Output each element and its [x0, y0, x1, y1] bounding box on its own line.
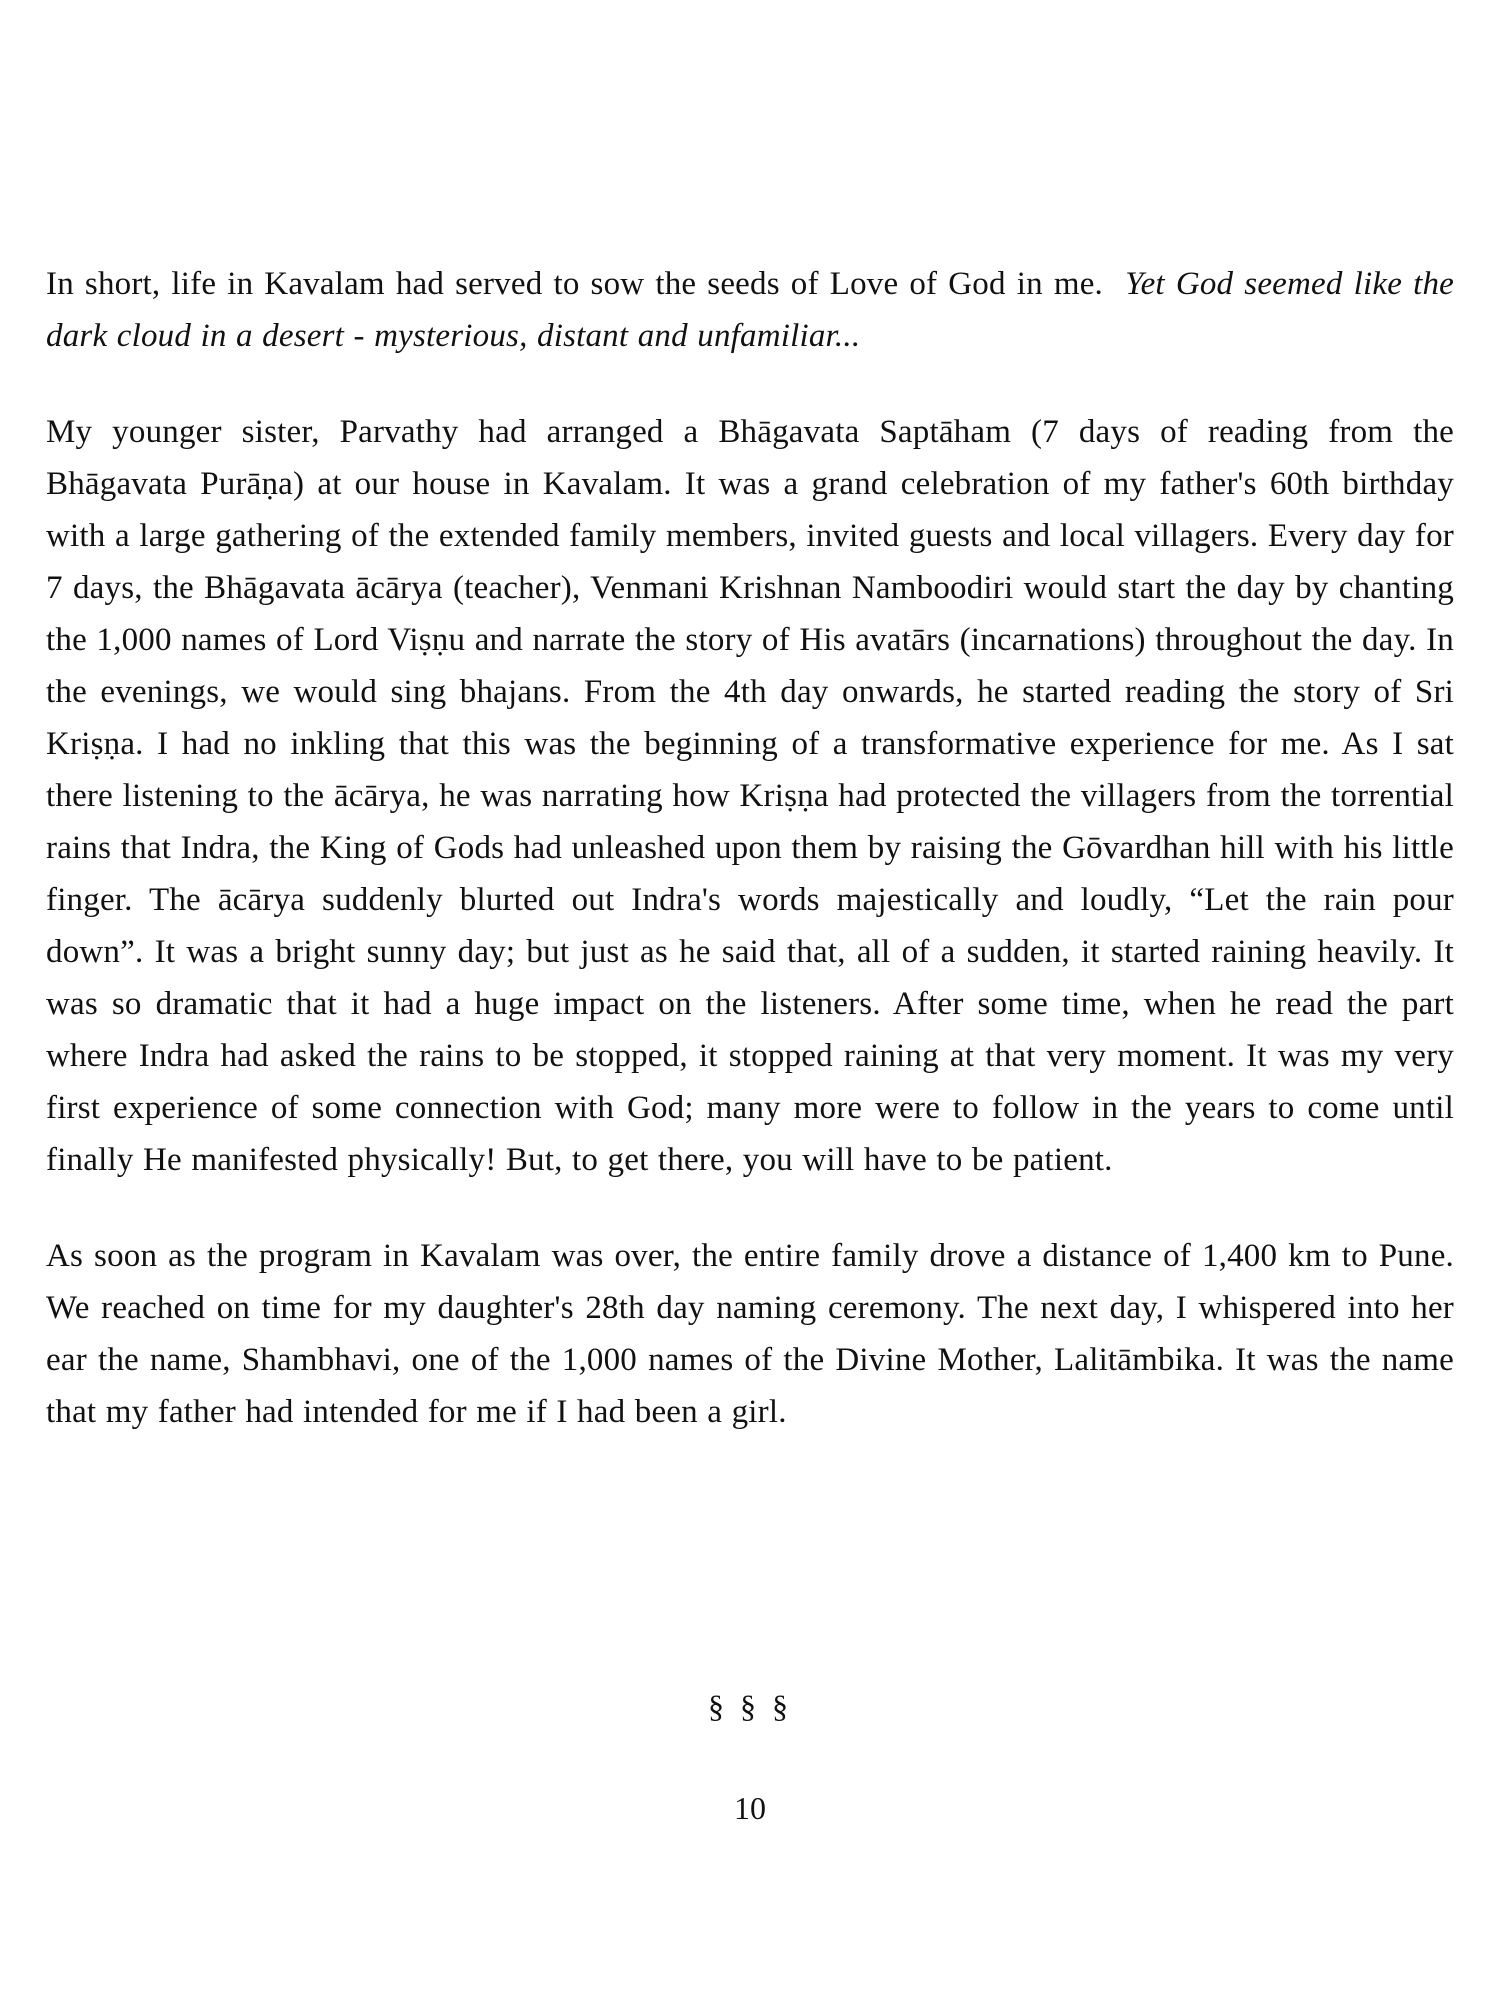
page-body — [46, 258, 1454, 1438]
paragraph-3: As soon as the program in Kavalam was over, the entire family drove a distance of 1,400 km to Pune. We reached on time for my daughter's 28th day naming ceremony. The next day, I whispered into her ear the name, Shambhavi, one of the 1,000 names of the Divine Mother, Lalitāmbika. It was the name that my father had intended for me if I had been a girl. — [46, 1238, 1454, 1430]
section-separator: § § § — [708, 1688, 792, 1724]
paragraph-1 — [46, 258, 1454, 362]
paragraph-2: My younger sister, Parvathy had arranged a Bhāgavata Saptāham (7 days of reading from the Bhāgavata Purāṇa) at our house in Kavalam. It was a grand celebration of my father's 60th birthday with a large gathering of the extended family members, invited guests and local villagers. Every day for 7 days, the Bhāgavata ācārya (teacher), Venmani Krishnan Namboodiri would start the day by chanting the 1,000 names of Lord Viṣṇu and narrate the story of His avatārs (incarnations) throughout the day. In the evenings, we would sing bhajans. From the 4th day onwards, he started reading the story of Sri Kriṣṇa. I had no inkling that this was the beginning of a transformative experience for me. As I sat there listening to the ācārya, he was narrating how Kriṣṇa had protected the villagers from the torrential rains that Indra, the King of Gods had unleashed upon them by raising the Gōvardhan hill with his little finger. The ācārya suddenly blurted out Indra's words majestically and loudly, “Let the rain pour down”. It was a bright sunny day; but just as he said that, all of a sudden, it started raining heavily. It was so dramatic that it had a huge impact on the listeners. After some time, when he read the part where Indra had asked the rains to be stopped, it stopped raining at that very moment. It was my very first experience of some connection with God; many more were to follow in the years to come until finally He manifested physically! But, to get there, you will have to be patient. — [46, 414, 1454, 1178]
paragraph-1-text: In short, life in Kavalam had served to sow the seeds of Love of God in me. — [46, 266, 1103, 302]
page-number: 10 — [734, 1790, 766, 1826]
paragraph-1-italic-text: Yet God seemed like the dark cloud in a desert - mysterious, distant and unfamiliar... — [46, 266, 1455, 354]
